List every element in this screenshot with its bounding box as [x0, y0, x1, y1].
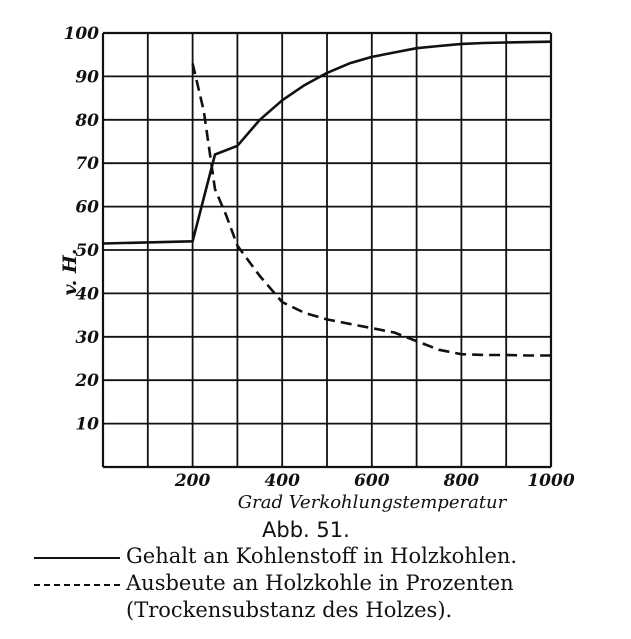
x-tick-label: 400	[264, 471, 300, 491]
y-axis-label: v. H.	[59, 248, 81, 296]
legend-label: (Trockensubstanz des Holzes).	[126, 598, 453, 622]
legend-item-carbon	[34, 544, 517, 568]
y-tick-label: 70	[75, 154, 99, 175]
chart-ticks	[64, 24, 575, 491]
x-tick-label: 800	[443, 471, 480, 491]
legend-item-yield	[34, 571, 514, 595]
legend-item-note	[126, 598, 452, 622]
y-tick-label: 20	[75, 371, 99, 392]
figure-caption: Abb. 51.	[262, 518, 350, 542]
legend-dashed-line-icon	[34, 584, 120, 586]
y-tick-label: 10	[75, 414, 99, 435]
y-tick-label: 100	[63, 24, 99, 44]
y-tick-label: 60	[75, 197, 99, 218]
y-tick-label: 30	[75, 327, 99, 348]
chart-grid	[103, 33, 551, 467]
x-tick-label: 1000	[527, 471, 575, 491]
x-tick-label: 200	[174, 471, 211, 491]
y-tick-label: 40	[75, 284, 99, 305]
y-tick-label: 90	[75, 67, 99, 88]
y-tick-label: 50	[75, 241, 99, 261]
x-tick-label: 600	[354, 471, 390, 491]
x-axis-label: Grad Verkohlungstemperatur	[237, 492, 507, 513]
legend-label: Ausbeute an Holzkohle in Prozenten	[126, 571, 514, 595]
y-tick-label: 80	[75, 110, 99, 131]
legend-label: Gehalt an Kohlenstoff in Holzkohlen.	[126, 544, 518, 568]
legend-solid-line-icon	[34, 557, 120, 559]
